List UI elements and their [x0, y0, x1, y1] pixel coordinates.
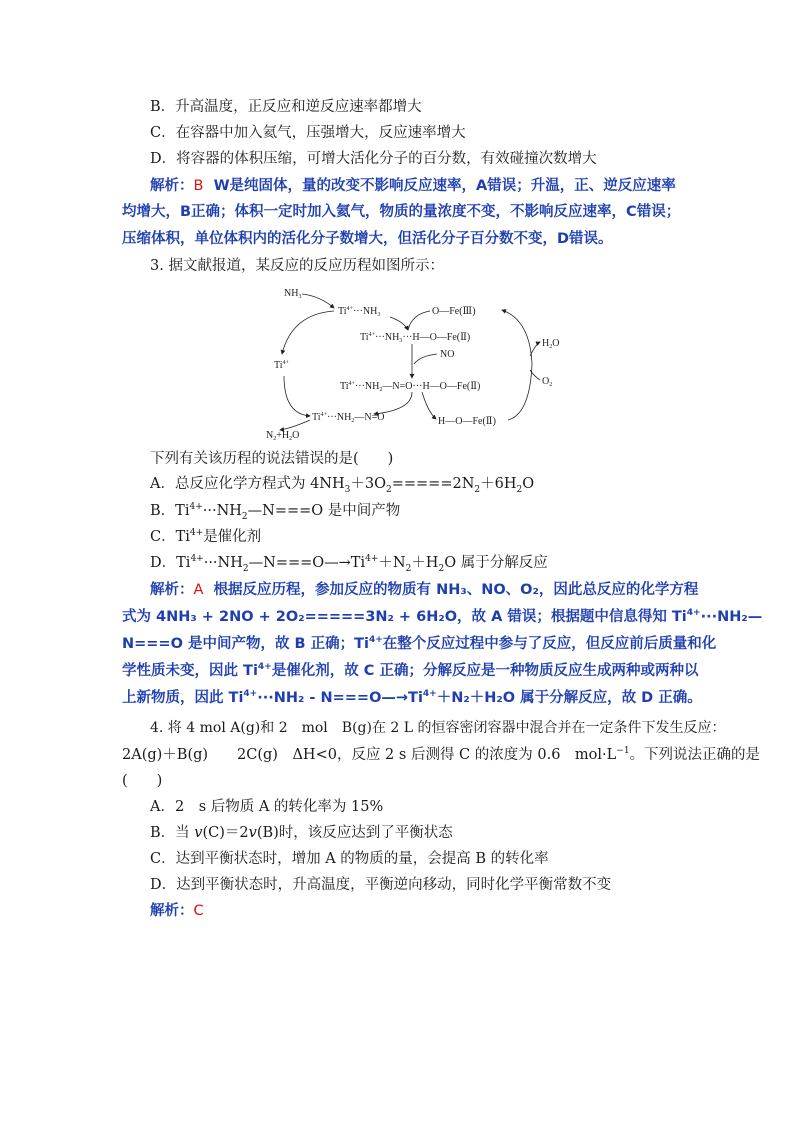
q3-explanation-line-5: 上新物质，因此 $Ti^{4+}\cdot\cdot\cdot NH_2$ - $N===O—\to Ti^{4+}+N_2+H_2O$ 属于分解反应，故 D 正确。 [122, 689, 702, 706]
ti-left-label: $Ti^{4+}$ [274, 360, 289, 371]
arrow-from-o-fe [408, 311, 430, 330]
q3-option-b: B．$Ti^{4+}\cdot\cdot\cdot NH_2—N===O$ 是中间产物 [150, 502, 401, 522]
o-fe-label: O—Fe(Ⅲ) [432, 306, 476, 317]
q3-explanation-line-3: N===O 是中间产物，故 B 正确；$Ti^{4+}$在整个反应过程中参与了反应，但反应前后质量和化 [122, 635, 717, 652]
arrow-to-ti-nh2-n [374, 392, 412, 414]
answer-label: 解析： [150, 903, 194, 919]
q3-option-c: C．$Ti^{4+}$是催化剂 [150, 528, 262, 545]
q3-question: 下列有关该历程的说法错误的是( ) [150, 451, 394, 467]
arrow-n2-out [280, 420, 310, 430]
answer-letter: B [193, 178, 204, 194]
reaction-mechanism-diagram [262, 284, 582, 442]
ti-nh3-label: $Ti^{4+}\cdot\cdot\cdot NH_3$ [338, 306, 381, 318]
q2-explanation-line-1 [150, 176, 676, 196]
q2-option-d: D．将容器的体积压缩，可增大活化分子的百分数，有效碰撞次数增大 [150, 151, 597, 167]
arrow-left-top [282, 311, 334, 354]
q2-explanation-line-3: 压缩体积，单位体积内的活化分子数增大，但活化分子百分数不变，D错误。 [122, 231, 613, 247]
q4-stem-line-3: ( ) [122, 773, 163, 789]
q4-stem-line-2: 2A(g)＋B(g) 2C(g) ΔH<0，反应 2 s 后测得 C 的浓度为 0.6 $mol\cdot L^{-1}$。下列说法正确的是 [122, 746, 761, 763]
o2-label: $O_2$ [542, 376, 553, 388]
nh3-label: $NH_3$ [284, 288, 302, 300]
q2-option-c: C．在容器中加入氦气，压强增大，反应速率增大 [150, 125, 466, 141]
q3-stem: 3. 据文献报道，某反应的反应历程如图所示： [150, 258, 444, 274]
q4-option-b: B．当 v(C)＝2v(B)时，该反应达到了平衡状态 [150, 825, 453, 841]
n2-h2o-label: $N_2+H_2O$ [266, 430, 300, 442]
ti-h-fe-label: $Ti^{4+}\cdot\cdot\cdot NH_3\cdot\cdot\cdot H—O—Fe(Ⅱ)$ [360, 332, 471, 344]
q3-option-a: A．总反应化学方程式为 $4NH_3+3O_2=====2N_2+6H_2O$ [150, 476, 535, 495]
q4-option-d: D．达到平衡状态时，升高温度，平衡逆向移动，同时化学平衡常数不变 [150, 877, 612, 893]
h2o-label: $H_2O$ [542, 338, 560, 350]
q2-explanation-line-2: 均增大，B正确；体积一定时加入氦气，物质的量浓度不变，不影响反应速率，C错误； [122, 204, 681, 220]
arrow-nh3-in [302, 294, 334, 308]
q4-explanation-line-1 [150, 901, 204, 921]
q3-explanation-line-2: 式为 4NH₃ + 2NO + 2O₂=====3N₂ + 6H₂O，故 A 错误；根据题中信息得知 $Ti^{4+}\cdot\cdot\cdot NH_2—$ [122, 608, 763, 625]
q3-explanation-line-1: 解析：A 根据反应历程，参加反应的物质有 NH₃、NO、O₂，因此总反应的化学方程 [150, 582, 699, 598]
q3-explanation-line-4: 学性质未变，因此 $Ti^{4+}$是催化剂，故 C 正确；分解反应是一种物质反应生成两种或两种以 [122, 662, 699, 679]
arrow-to-h-o-fe [422, 392, 436, 419]
answer-letter: A [193, 582, 204, 598]
answer-label: 解析： [150, 178, 194, 194]
arrow-h2o-out [530, 342, 540, 356]
arrow-to-ti-h-fe [390, 317, 408, 330]
explanation-text: W是纯固体，量的改变不影响反应速率，A错误；升温，正、逆反应速率 [213, 178, 676, 194]
q3-option-d: D．$Ti^{4+}\cdot\cdot\cdot NH_2—N===O—\to Ti^{4+}+N_2+H_2O$ 属于分解反应 [150, 554, 548, 574]
q2-option-b: B．升高温度，正反应和逆反应速率都增大 [150, 99, 422, 115]
h-o-fe-label: H—O—Fe(Ⅱ) [438, 416, 496, 427]
q4-option-c: C．达到平衡状态时，增加 A 的物质的量，会提高 B 的转化率 [150, 851, 549, 867]
q4-stem-line-1: 4. 将 4 mol A(g)和 2 mol B(g)在 2 L 的恒容密闭容器中混合并在一定条件下发生反应： [150, 720, 726, 736]
arrow-no-in [414, 354, 437, 364]
ti-nh2-n-label: $Ti^{4+}\cdot\cdot\cdot NH_2—N=O$ [312, 412, 385, 424]
no-label: NO [440, 349, 455, 360]
arrow-right-cycle [502, 310, 532, 420]
answer-label: 解析： [150, 582, 194, 598]
answer-letter: C [193, 903, 204, 919]
q4-option-a: A．2 s 后物质 A 的转化率为 15% [150, 799, 384, 815]
arrow-left-bottom [284, 376, 310, 416]
ti-nh2-no-label: $Ti^{4+}\cdot\cdot\cdot NH_2—N=O\cdot\cdot\cdot H—O—Fe(Ⅱ)$ [340, 381, 481, 393]
